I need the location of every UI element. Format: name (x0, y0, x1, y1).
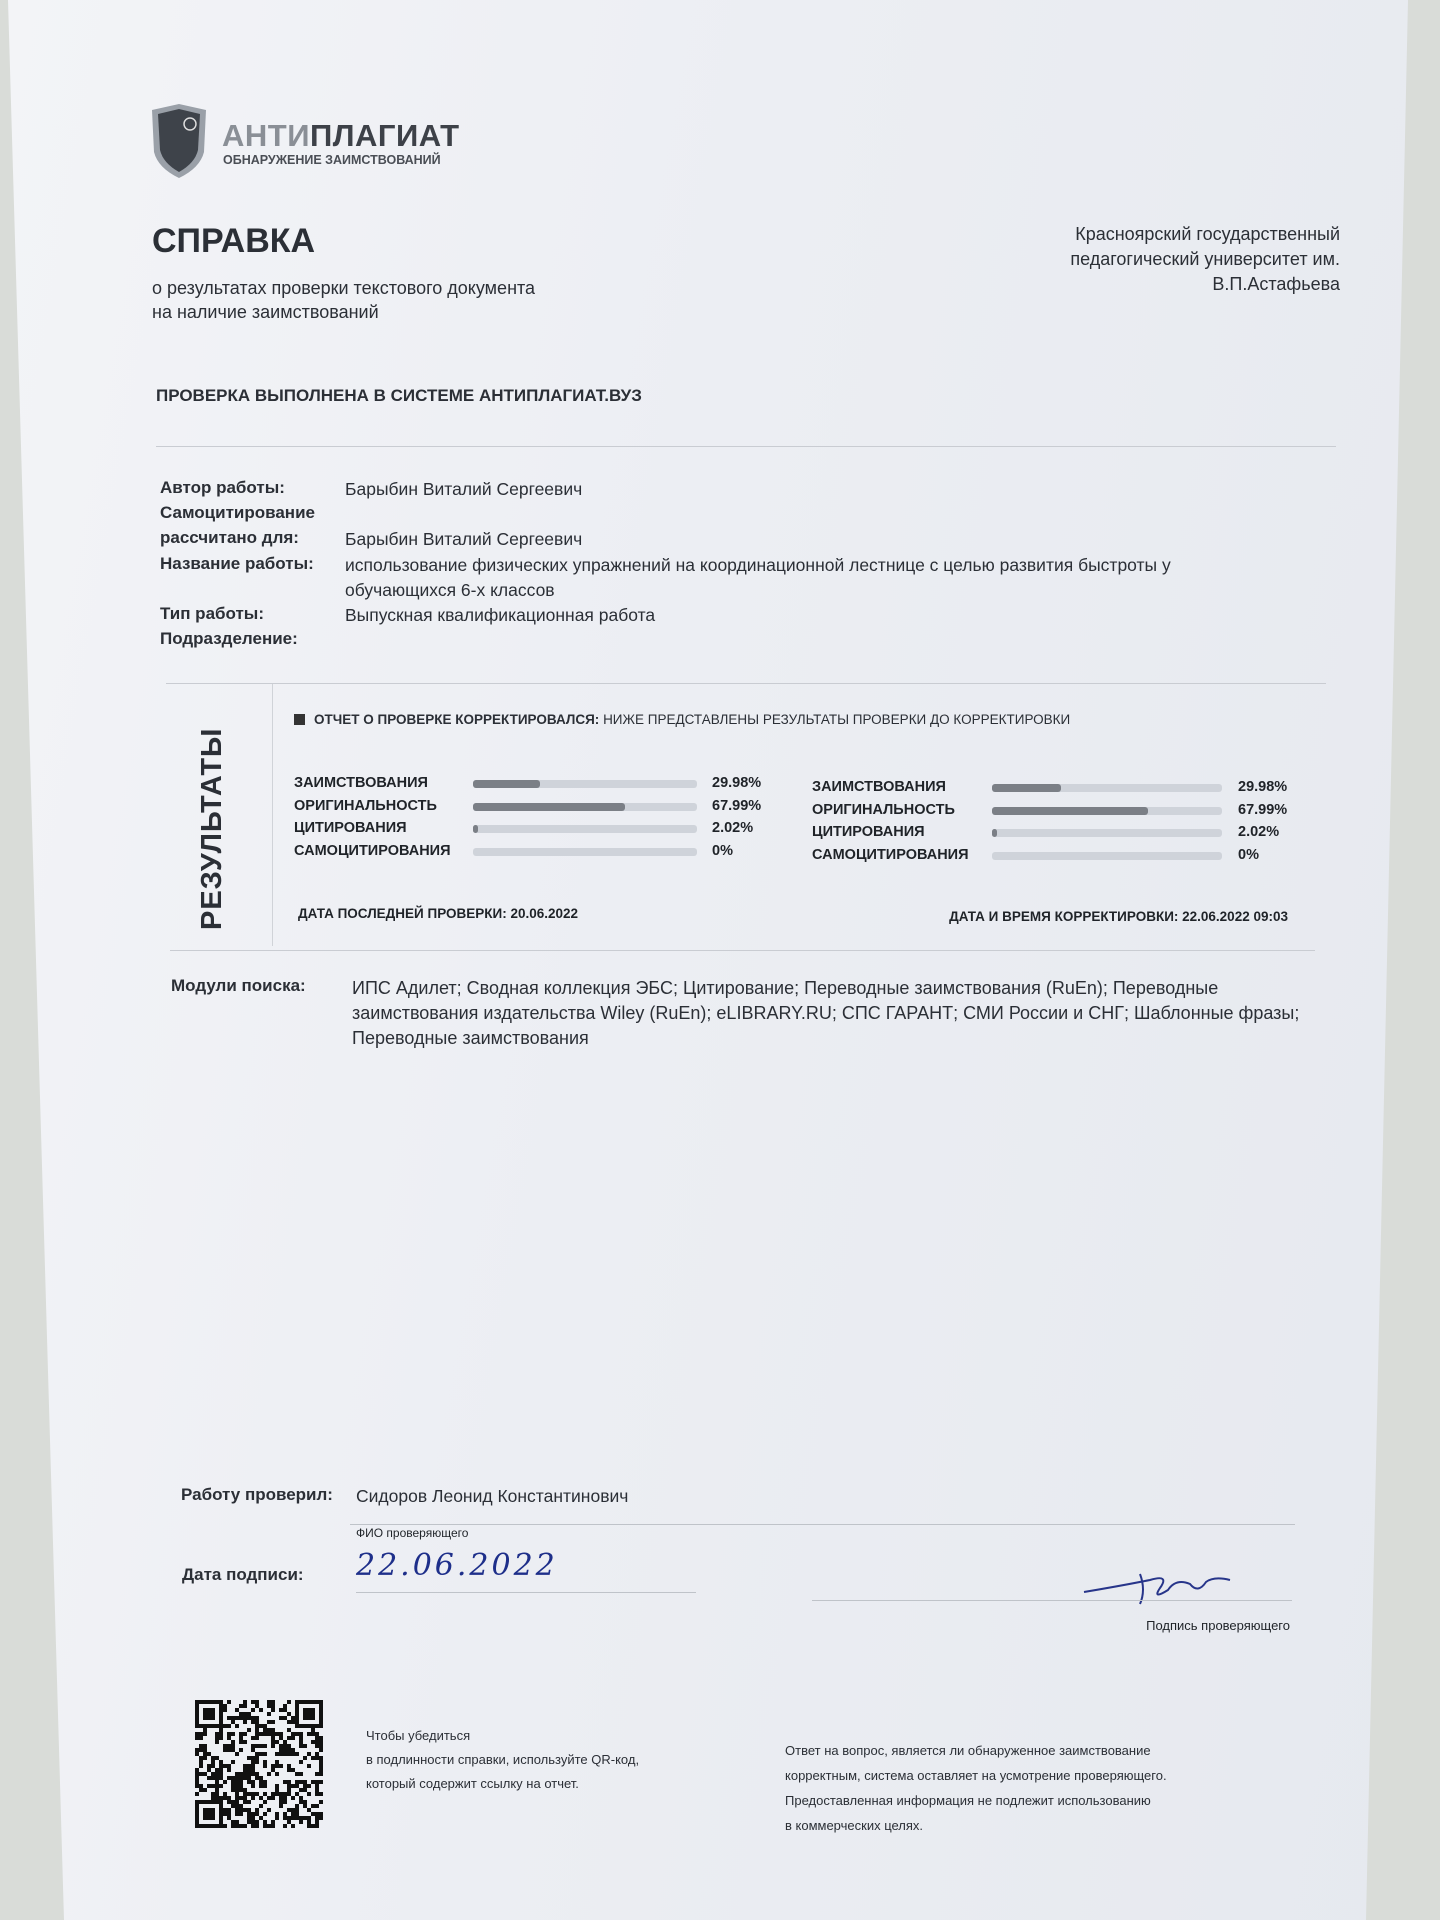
author-label: Автор работы: (160, 478, 285, 497)
metric-bar (473, 780, 697, 788)
checker-label: Работу проверил: (181, 1485, 333, 1504)
qr-code (195, 1700, 323, 1828)
qr-note-line: в подлинности справки, используйте QR-код, (366, 1752, 640, 1767)
divider (272, 684, 273, 946)
university-name (940, 222, 1340, 297)
work-title-value: использование физических упражнений на координационной лестнице с целью развития быстроты у обучающихся 6-х классов (345, 555, 1171, 600)
divider (350, 1524, 1295, 1525)
system-line: ПРОВЕРКА ВЫПОЛНЕНА В СИСТЕМЕ АНТИПЛАГИАТ.ВУЗ (156, 386, 642, 405)
metric-label: ЦИТИРОВАНИЯ (294, 820, 407, 836)
university-line: В.П.Астафьева (1212, 274, 1340, 294)
signature-caption: Подпись проверяющего (1146, 1618, 1290, 1633)
modules-label: Модули поиска: (171, 976, 306, 995)
metric-value: 0% (712, 842, 733, 859)
divider (156, 446, 1336, 447)
divider (812, 1600, 1292, 1601)
self-citation-label: Самоцитирование (160, 503, 315, 522)
work-type-value: Выпускная квалификационная работа (345, 605, 656, 625)
metric-bar-fill (473, 780, 540, 788)
metric-bar (992, 784, 1222, 792)
metric-bar (992, 829, 1222, 837)
metric-value: 2.02% (1238, 824, 1280, 840)
metric-bar (992, 852, 1222, 860)
university-line: педагогический университет им. (1070, 249, 1340, 269)
disclaimer-line: Ответ на вопрос, является ли обнаруженное заимствование (785, 1743, 1151, 1758)
correction-note: ОТЧЕТ О ПРОВЕРКЕ КОРРЕКТИРОВАЛСЯ: НИЖЕ ПРЕДСТАВЛЕНЫ РЕЗУЛЬТАТЫ ПРОВЕРКИ ДО КОРРЕКТИРОВКИ (294, 712, 1070, 727)
author-value: Барыбин Виталий Сергеевич (345, 479, 583, 499)
disclaimer-line: Предоставленная информация не подлежит использованию (785, 1793, 1151, 1808)
metric-bar (473, 803, 697, 811)
department-label: Подразделение: (160, 629, 298, 648)
disclaimer-line: корректным, система оставляет на усмотрение проверяющего. (785, 1768, 1167, 1783)
metric-label: САМОЦИТИРОВАНИЯ (812, 846, 969, 863)
qr-note (366, 1724, 639, 1796)
metric-bar (992, 807, 1222, 815)
metric-bar-fill (992, 784, 1061, 792)
metric-value: 2.02% (712, 820, 754, 836)
qr-note-line: который содержит ссылку на отчет. (366, 1776, 579, 1791)
metric-label: ЗАИМСТВОВАНИЯ (812, 779, 946, 795)
metric-bar (473, 825, 697, 833)
results-heading: РЕЗУЛЬТАТЫ (196, 727, 228, 930)
handwritten-signature (1080, 1560, 1240, 1610)
sign-date-label: Дата подписи: (182, 1565, 304, 1584)
correction-date: ДАТА И ВРЕМЯ КОРРЕКТИРОВКИ: 22.06.2022 09:03 (949, 909, 1288, 924)
divider (166, 683, 1326, 684)
document-title: СПРАВКА (152, 222, 316, 260)
self-citation-value: Барыбин Виталий Сергеевич (345, 529, 583, 549)
fio-caption: ФИО проверяющего (356, 1526, 469, 1540)
metric-bar-fill (992, 807, 1148, 815)
modules-value: ИПС Адилет; Сводная коллекция ЭБС; Цитирование; Переводные заимствования (RuEn); Переводные заимствования издательства Wiley (RuEn); eLIBRARY.RU; СПС ГАРАНТ; СМИ России и СНГ; Шаблонные фразы; Переводные заимствования (352, 978, 1300, 1048)
square-bullet-icon (294, 714, 305, 725)
handwritten-date: 22.06.2022 (356, 1548, 558, 1583)
self-citation-label: рассчитано для: (160, 528, 299, 547)
work-title-label: Название работы: (160, 554, 314, 573)
disclaimer (785, 1738, 1167, 1838)
qr-note-line: Чтобы убедиться (366, 1728, 471, 1743)
brand-name: АНТИПЛАГИАТ (222, 118, 460, 153)
antiplagiat-shield-logo (150, 102, 208, 180)
divider (170, 950, 1315, 951)
subtitle-line: о результатах проверки текстового документа (152, 278, 536, 298)
subtitle-line: на наличие заимствований (152, 302, 379, 322)
metric-label: ОРИГИНАЛЬНОСТЬ (294, 797, 437, 814)
work-type-label: Тип работы: (160, 604, 264, 623)
metric-label: САМОЦИТИРОВАНИЯ (294, 842, 451, 859)
metric-label: ЗАИМСТВОВАНИЯ (294, 775, 428, 791)
checker-name: Сидоров Леонид Константинович (356, 1486, 629, 1506)
last-check-date: ДАТА ПОСЛЕДНЕЙ ПРОВЕРКИ: 20.06.2022 (298, 906, 579, 921)
metric-label: ЦИТИРОВАНИЯ (812, 824, 925, 840)
metric-value: 29.98% (1238, 779, 1288, 795)
metric-bar (473, 848, 697, 856)
university-line: Красноярский государственный (1075, 224, 1340, 244)
metric-value: 0% (1238, 846, 1259, 863)
metric-label: ОРИГИНАЛЬНОСТЬ (812, 801, 955, 818)
brand-tagline: ОБНАРУЖЕНИЕ ЗАИМСТВОВАНИЙ (223, 153, 441, 167)
disclaimer-line: в коммерческих целях. (785, 1818, 924, 1833)
metric-value: 67.99% (1238, 801, 1288, 818)
metric-value: 29.98% (712, 775, 762, 791)
divider (356, 1592, 696, 1593)
metric-value: 67.99% (712, 797, 762, 814)
metric-bar-fill (473, 803, 625, 811)
metric-bar-fill (992, 829, 997, 837)
metric-bar-fill (473, 825, 478, 833)
